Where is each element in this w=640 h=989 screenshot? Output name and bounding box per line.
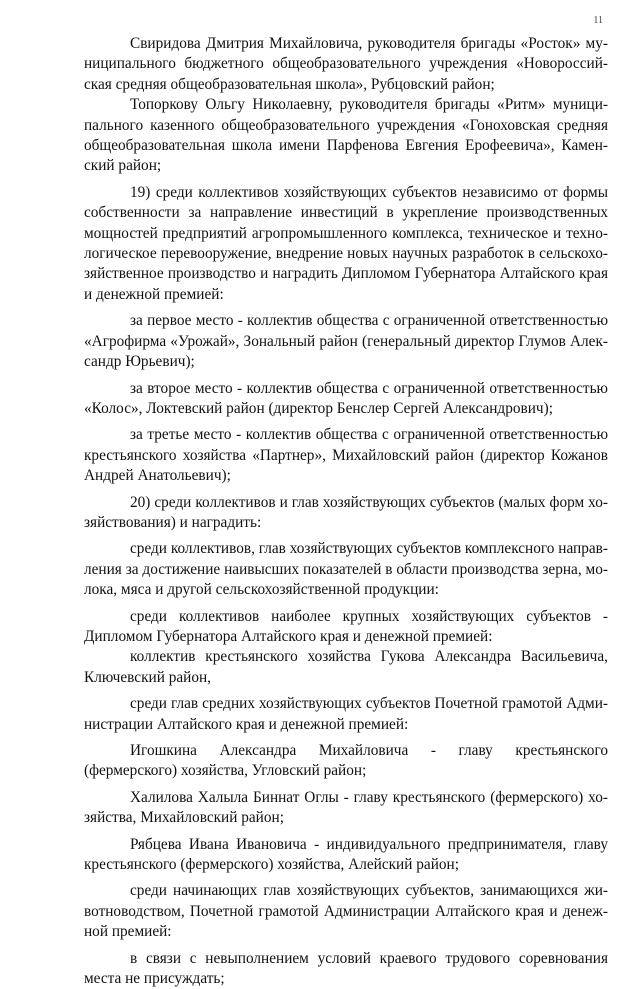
paragraph-first-place: за первое место - коллектив общества с ограниченной ответственностью «Агрофирма «Урожай», Зональный район (генеральный директор Глумов Александр Юрьевич); (84, 312, 608, 371)
paragraph-medium-entities: среди глав средних хозяйствующих субъектов Почетной грамотой Администрации Алтайского края и денежной премией: (84, 695, 608, 733)
paragraph-ryabtsev: Рябцева Ивана Ивановича - индивидуального предпринимателя, главу крестьянского (фермерского) хозяйства, Алейский район; (84, 835, 608, 874)
paragraph-beginning-heads: среди начинающих глав хозяйствующих субъектов, занимающихся животноводством, Почетной грамотой Администрации Алтайского края и денежной премией: (84, 882, 608, 941)
paragraph-sviridov: Свиридова Дмитрия Михайловича, руководителя бригады «Росток» муниципального бюджетного общеобразовательного учреждения «Новороссийская средняя общеобразовательная школа», Рубцовский район; (84, 35, 608, 93)
paragraph-igoshkin: Игошкина Александра Михайловича - главу крестьянского (фермерского) хозяйства, Угловский район; (84, 742, 608, 780)
paragraph-gukov: коллектив крестьянского хозяйства Гукова Александра Васильевича, Ключевский район, (84, 648, 608, 686)
paragraph-item-20: 20) среди коллективов и глав хозяйствующих субъектов (малых форм хозяйствования) и наградить: (84, 493, 608, 531)
paragraph-item-19: 19) среди коллективов хозяйствующих субъектов независимо от формы собственности за направление инвестиций в укрепление производственных мощностей предприятий агропромышленного комплекса, техническое и технологическое перевооружение, внедрение новых научных разработок в сельскохозяйственное производство и наградить Дипломом Губернатора Алтайского края и денежной премией: (84, 183, 608, 303)
document-body (84, 34, 608, 989)
paragraph-third-place: за третье место - коллектив общества с ограниченной ответственностью крестьянского хозяйства «Партнер», Михайловский район (директор Кожанов Андрей Анатольевич); (84, 426, 608, 485)
paragraph-not-awarded: в связи с невыполнением условий краевого трудового соревнования места не присуждать; (84, 949, 608, 988)
paragraph-large-entities: среди коллективов наиболее крупных хозяйствующих субъектов - Дипломом Губернатора Алтайского края и денежной премией: (84, 607, 608, 645)
paragraph-khalilov: Халилова Халыла Биннат Оглы - главу крестьянского (фермерского) хозяйства, Михайловский район; (84, 788, 608, 827)
paragraph-second-place: за второе место - коллектив общества с ограниченной ответственностью «Колос», Локтевский район (директор Бенслер Сергей Александрович); (84, 379, 608, 417)
paragraph-complex-direction: среди коллективов, глав хозяйствующих субъектов комплексного направления за достижение наивысших показателей в области производства зерна, молока, мяса и другой сельскохозяйственной продукции: (84, 540, 608, 599)
page-number: 11 (593, 15, 603, 26)
paragraph-toporkova: Топоркову Ольгу Николаевну, руководителя бригады «Ритм» муниципального казенного общеобразовательного учреждения «Гоноховская средняя общеобразовательная школа имени Парфенова Евгения Ерофеевича», Каменский район; (84, 96, 608, 175)
